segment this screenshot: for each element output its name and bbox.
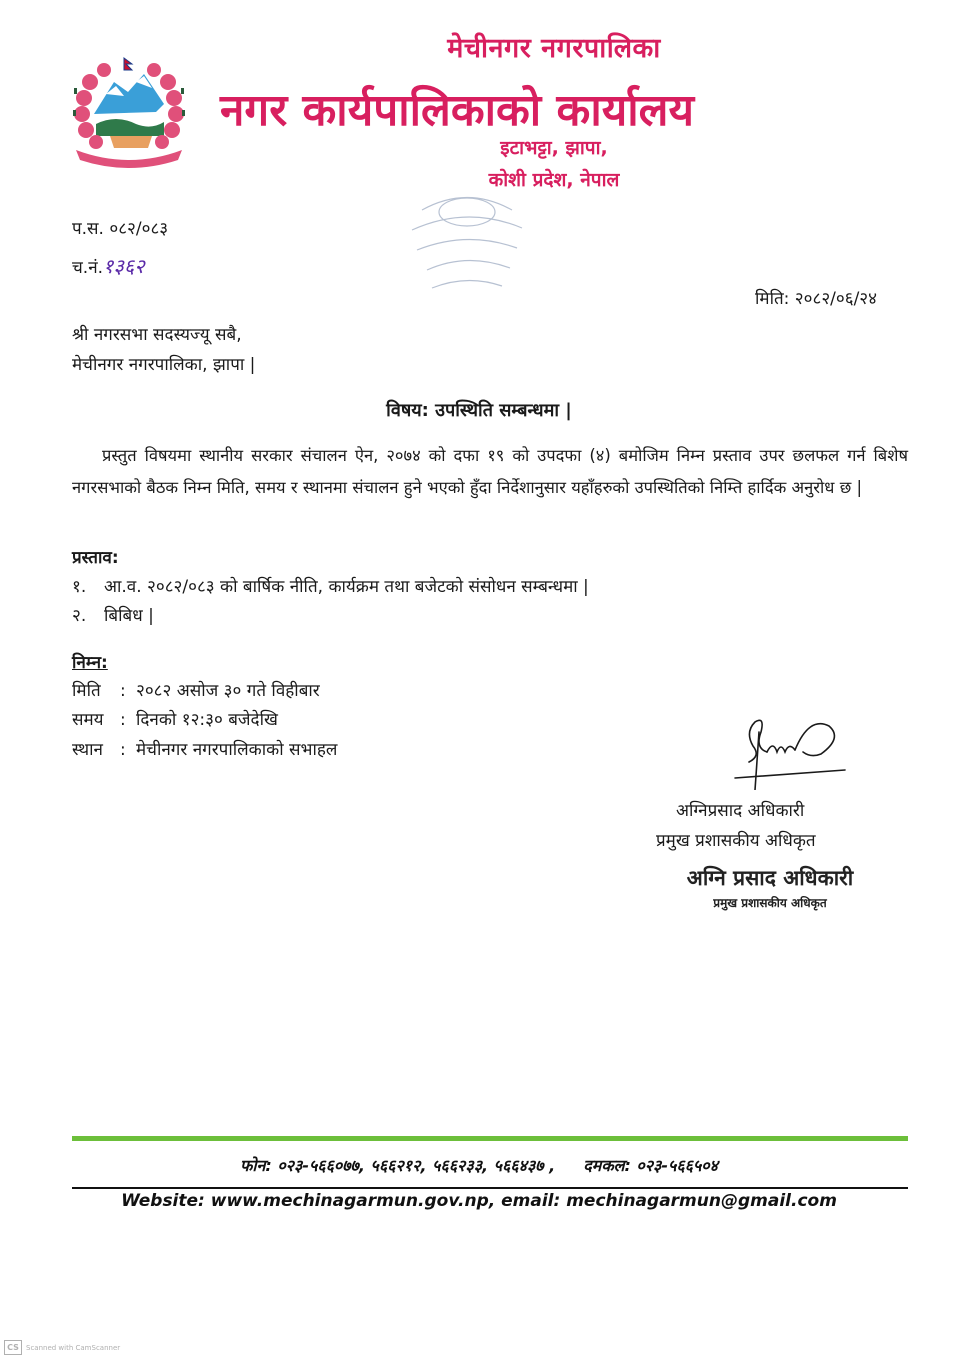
signer-name: अग्निप्रसाद अधिकारी <box>676 801 805 821</box>
recipient-line-2: मेचीनगर नगरपालिका, झापा | <box>72 355 256 375</box>
org-name: मेचीनगर नगरपालिका <box>447 33 661 64</box>
date-value: २०८२/०६/२४ <box>794 289 877 309</box>
meeting-detail-time <box>72 707 278 730</box>
detail-separator: : <box>120 681 126 701</box>
detail-label: स्थान <box>72 740 103 760</box>
proposal-text: बिबिध | <box>104 606 154 626</box>
signer-title: प्रमुख प्रशासकीय अधिकृत <box>656 831 816 851</box>
footer-green-rule <box>72 1136 908 1141</box>
office-stamp-icon <box>392 190 542 300</box>
detail-label: समय <box>72 710 104 730</box>
ps-label: प.स. <box>72 219 104 239</box>
proposal-item <box>72 603 154 626</box>
ps-value: ०८२/०८३ <box>109 219 169 239</box>
name-seal <box>656 860 884 918</box>
address-line-1: इटाभट्टा, झापा, <box>500 137 608 159</box>
footer-phone-line <box>0 1154 958 1176</box>
fire-service-number: दमकल: ०२३-५६६५०४ <box>583 1156 718 1175</box>
office-name: नगर कार्यपालिकाको कार्यालय <box>220 85 694 136</box>
proposal-number: १. <box>72 577 87 597</box>
address-line-2: कोशी प्रदेश, नेपाल <box>488 169 620 191</box>
cn-value-handwritten: १३६२ <box>103 254 145 278</box>
recipient-line-1: श्री नगरसभा सदस्यज्यू सबै, <box>72 325 242 345</box>
detail-separator: : <box>120 710 126 730</box>
reference-ps <box>72 216 168 239</box>
scanner-text: Scanned with CamScanner <box>26 1343 121 1352</box>
camscanner-logo-icon: CS <box>4 1340 22 1355</box>
detail-separator: : <box>120 740 126 760</box>
footer-black-rule <box>72 1187 908 1189</box>
reference-cn <box>72 252 145 279</box>
proposal-text: आ.व. २०८२/०८३ को बार्षिक नीति, कार्यक्रम तथा बजेटको संसोधन सम्बन्धमा | <box>104 577 589 597</box>
letter-date <box>755 286 877 309</box>
detail-value: मेचीनगर नगरपालिकाको सभाहल <box>136 740 338 760</box>
subject-heading: विषय: उपस्थिति सम्बन्धमा | <box>386 400 572 421</box>
detail-label: मिति <box>72 681 101 701</box>
meeting-detail-venue <box>72 737 337 760</box>
footer-web-line: Website: www.mechinagarmun.gov.np, email: mechinagarmun@gmail.com <box>121 1191 837 1211</box>
body-paragraph: प्रस्तुत विषयमा स्थानीय सरकार संचालन ऐन, २०७४ को दफा १९ को उपदफा (४) बमोजिम निम्न प्रस्ताव उपर छलफल गर्न बिशेष नगरसभाको बैठक निम्न मिति, समय र स्थानमा संचालन हुने भएको हुँदा निर्देशानुसार यहाँहरुको उपस्थितिको निम्ति हार्दिक अनुरोध छ | <box>72 446 908 497</box>
proposal-number: २. <box>72 606 87 626</box>
signature-icon <box>725 712 850 790</box>
date-label: मिति: <box>755 289 790 309</box>
detail-value: २०८२ असोज ३० गते विहीबार <box>136 681 320 701</box>
seal-title: प्रमुख प्रशासकीय अधिकृत <box>713 896 827 910</box>
seal-name: अग्नि प्रसाद अधिकारी <box>686 866 854 890</box>
detail-value: दिनको १२:३० बजेदेखि <box>136 710 278 730</box>
proposal-item <box>72 574 589 597</box>
meeting-detail-date <box>72 678 320 701</box>
proposals-heading: प्रस्ताव: <box>72 548 119 568</box>
phone-numbers: फोन: ०२३-५६६०७७, ५६६२१२, ५६६२३३, ५६६४३७ , <box>240 1156 556 1175</box>
meeting-heading: निम्न: <box>72 653 108 673</box>
cn-label: च.नं. <box>72 258 104 278</box>
scanner-watermark <box>4 1340 120 1355</box>
